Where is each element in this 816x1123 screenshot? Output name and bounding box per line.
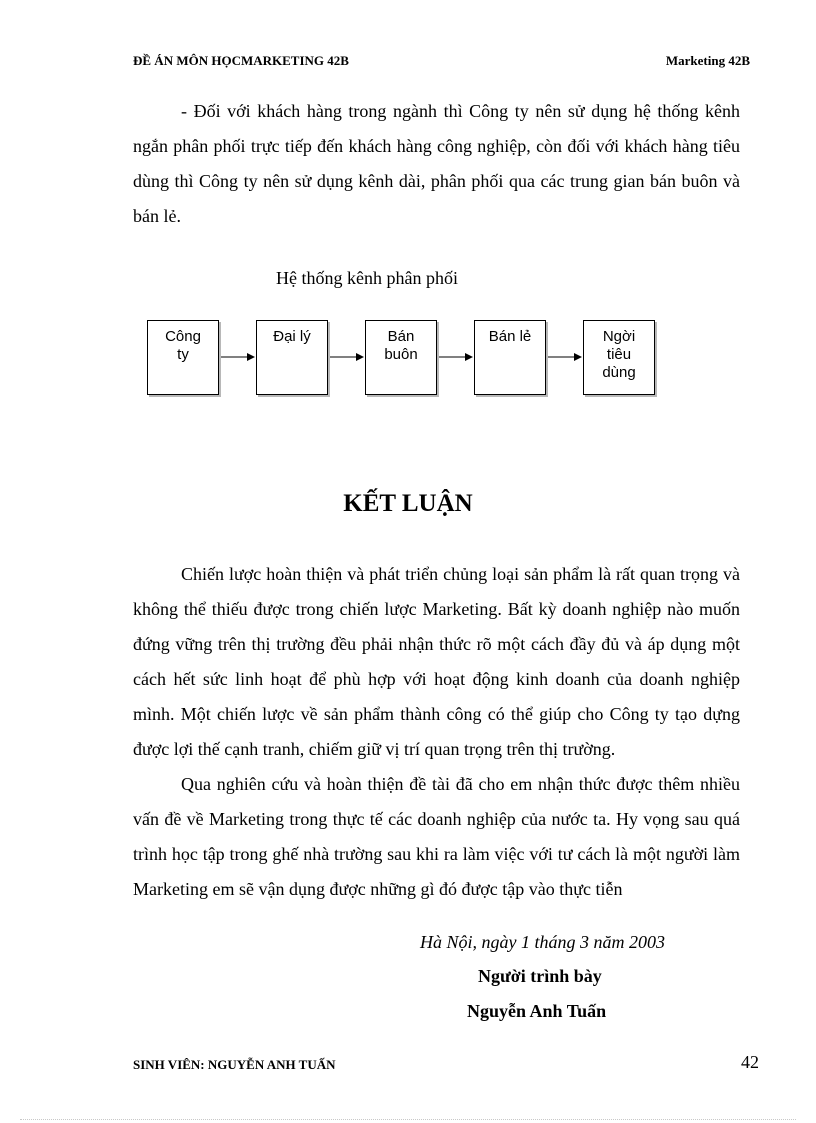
footer-student-name: SINH VIÊN: NGUYỄN ANH TUẤN bbox=[133, 1057, 336, 1072]
box-retail bbox=[474, 320, 546, 395]
box-company-line-1: Công bbox=[165, 328, 201, 345]
box-wholesale-line-1: Bán bbox=[387, 328, 415, 345]
page-number: 42 bbox=[741, 1052, 759, 1072]
box-consumer-line-2: tiêu bbox=[606, 346, 632, 363]
intro-paragraph bbox=[133, 94, 740, 234]
signature-date: Hà Nội, ngày 1 tháng 3 năm 2003 bbox=[420, 932, 665, 952]
box-consumer-line-1: Ngời bbox=[602, 328, 636, 345]
box-retail-line-1: Bán lẻ bbox=[488, 328, 532, 345]
intro-paragraph-text: - Đối với khách hàng trong ngành thì Công ty nên sử dụng hệ thống kênh ngắn phân phối trực tiếp đến khách hàng công nghiệp, còn đối với khách hàng tiêu dùng thì Công ty nên sử dụng kênh dài, phân phối qua các trung gian bán buôn và bán lẻ. bbox=[133, 101, 740, 226]
signature-name: Nguyễn Anh Tuấn bbox=[467, 1001, 607, 1021]
box-company-line-2: ty bbox=[177, 346, 189, 363]
box-wholesale-line-2: buôn bbox=[384, 346, 418, 363]
box-consumer bbox=[583, 320, 655, 395]
conclusion-paragraph-text: Qua nghiên cứu và hoàn thiện đề tài đã cho em nhận thức được thêm nhiều vấn đề về Marketing trong thực tế các doanh nghiệp của nước ta. Hy vọng sau quá trình học tập trong ghế nhà trường sau khi ra làm việc với tư cách là một người làm Marketing em sẽ vận dụng được những gì đó được tập vào thực tiễn bbox=[133, 774, 740, 899]
signature-role: Người trình bày bbox=[478, 966, 602, 986]
diagram-title: Hệ thống kênh phân phối bbox=[276, 268, 458, 288]
page-bottom-divider bbox=[20, 1119, 796, 1120]
box-consumer-line-3: dùng bbox=[602, 364, 636, 381]
conclusion-heading: KẾT LUẬN bbox=[343, 490, 473, 517]
conclusion-paragraph-text: Chiến lược hoàn thiện và phát triển chủng loại sản phẩm là rất quan trọng và không thể thiếu được trong chiến lược Marketing. Bất kỳ doanh nghiệp nào muốn đứng vững trên thị trường đều phải nhận thức rõ một cách đầy đủ và áp dụng một cách hết sức linh hoạt để phù hợp với hoạt động kinh doanh của doanh nghiệp mình. Một chiến lược về sản phẩm thành công có thể giúp cho Công ty tạo dựng được lợi thế cạnh tranh, chiếm giữ vị trí quan trọng trên thị trường. bbox=[133, 564, 740, 759]
header-course-title: ĐỀ ÁN MÔN HỌCMARKETING 42B bbox=[133, 53, 349, 68]
box-agent-line-1: Đại lý bbox=[273, 328, 311, 345]
conclusion-paragraph bbox=[133, 557, 740, 767]
conclusion-body bbox=[133, 557, 740, 907]
box-agent bbox=[256, 320, 328, 395]
distribution-channel-diagram bbox=[140, 312, 670, 408]
box-wholesale bbox=[365, 320, 437, 395]
conclusion-paragraph bbox=[133, 767, 740, 907]
header-class-label: Marketing 42B bbox=[665, 53, 750, 68]
box-company bbox=[147, 320, 219, 395]
